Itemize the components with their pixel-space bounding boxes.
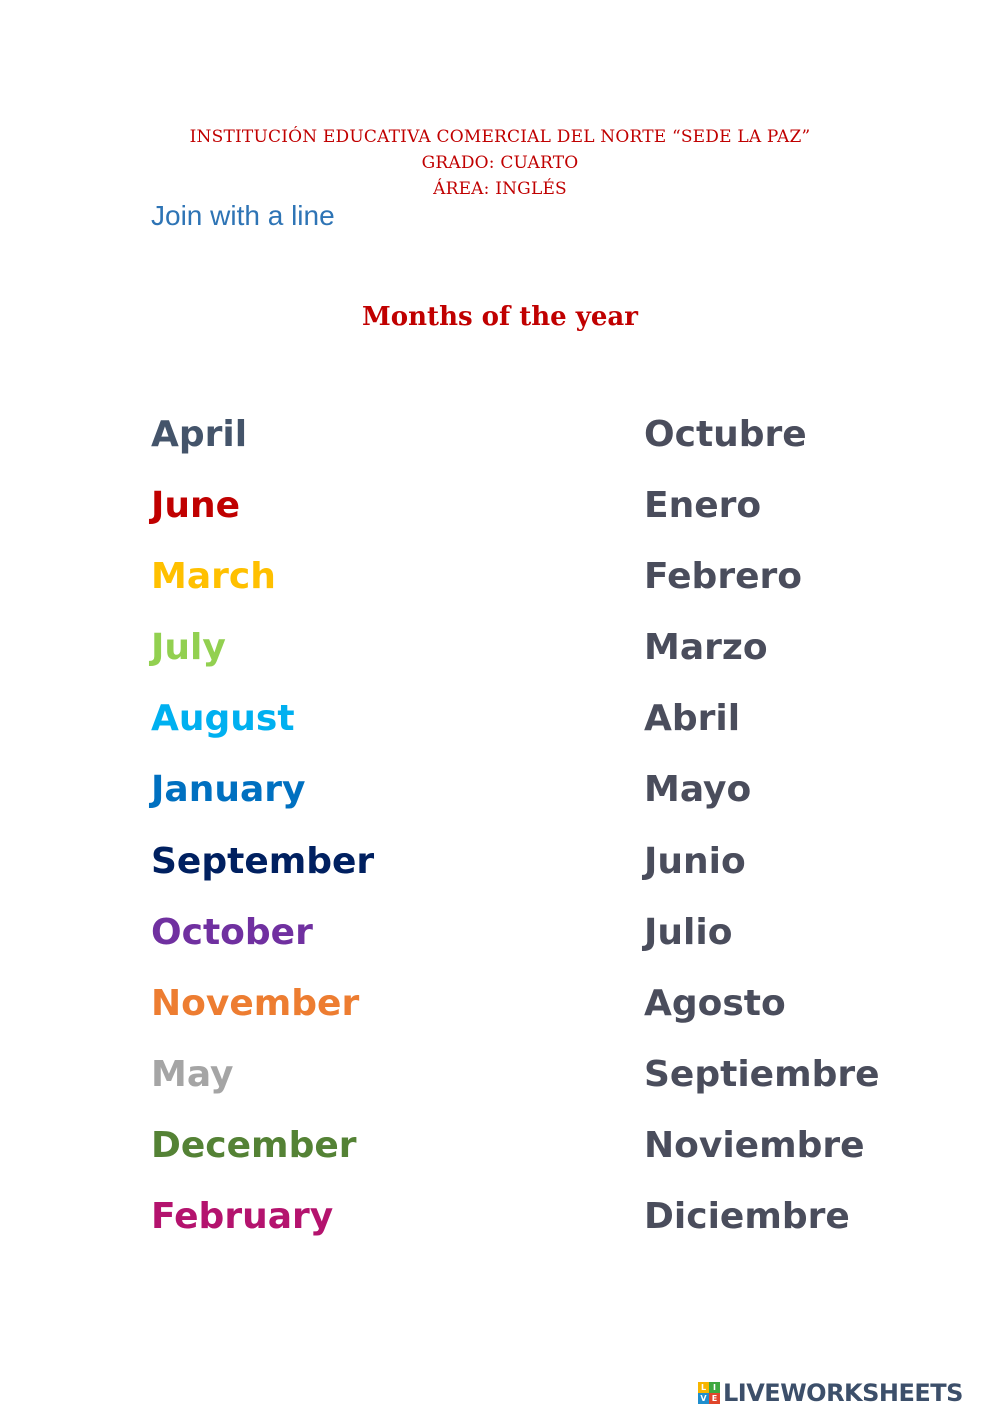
english-month-item[interactable]: November <box>151 982 360 1024</box>
grade-label: GRADO: CUARTO <box>421 153 579 173</box>
spanish-month-item[interactable]: Enero <box>644 485 762 527</box>
spanish-month-item[interactable]: Septiembre <box>644 1053 880 1095</box>
logo-mark-tile: I <box>709 1382 720 1393</box>
logo-mark-tile: E <box>709 1393 720 1404</box>
english-month-item[interactable]: May <box>151 1053 234 1095</box>
subject-label: ÁREA: INGLÉS <box>433 179 567 199</box>
english-month-item[interactable]: March <box>151 556 276 598</box>
logo-mark-tile: L <box>698 1382 709 1393</box>
english-months-column <box>151 410 374 1263</box>
english-month-item[interactable]: April <box>151 414 248 455</box>
spanish-month-item[interactable]: Noviembre <box>644 1124 865 1166</box>
spanish-month-item[interactable]: Febrero <box>644 556 802 598</box>
english-month-item[interactable]: August <box>151 698 295 740</box>
instruction-text: Join with a line <box>151 200 335 231</box>
school-name: INSTITUCIÓN EDUCATIVA COMERCIAL DEL NORTE “SEDE LA PAZ” <box>189 127 811 147</box>
liveworksheets-logo-icon <box>698 1382 720 1404</box>
logo-text: LIVEWORKSHEETS <box>723 1379 963 1407</box>
logo-mark-tile: V <box>698 1393 709 1404</box>
spanish-month-item[interactable]: Julio <box>644 911 733 953</box>
english-month-item[interactable]: October <box>151 911 313 953</box>
english-month-item[interactable]: January <box>151 769 306 811</box>
spanish-month-item[interactable]: Octubre <box>644 414 807 455</box>
spanish-month-item[interactable]: Mayo <box>644 769 752 811</box>
english-month-item[interactable]: February <box>151 1196 334 1238</box>
english-month-item[interactable]: June <box>151 485 241 527</box>
spanish-month-item[interactable]: Marzo <box>644 627 768 669</box>
spanish-month-item[interactable]: Abril <box>644 698 741 740</box>
spanish-month-item[interactable]: Junio <box>644 840 746 882</box>
english-month-item[interactable]: July <box>151 627 226 669</box>
worksheet-title: Months of the year <box>362 302 638 332</box>
school-header <box>0 124 1000 202</box>
spanish-month-item[interactable]: Agosto <box>644 982 786 1024</box>
liveworksheets-logo <box>698 1378 963 1408</box>
english-month-item[interactable]: December <box>151 1124 357 1166</box>
english-month-item[interactable]: September <box>151 840 375 882</box>
spanish-months-column <box>644 410 880 1263</box>
spanish-month-item[interactable]: Diciembre <box>644 1196 850 1238</box>
